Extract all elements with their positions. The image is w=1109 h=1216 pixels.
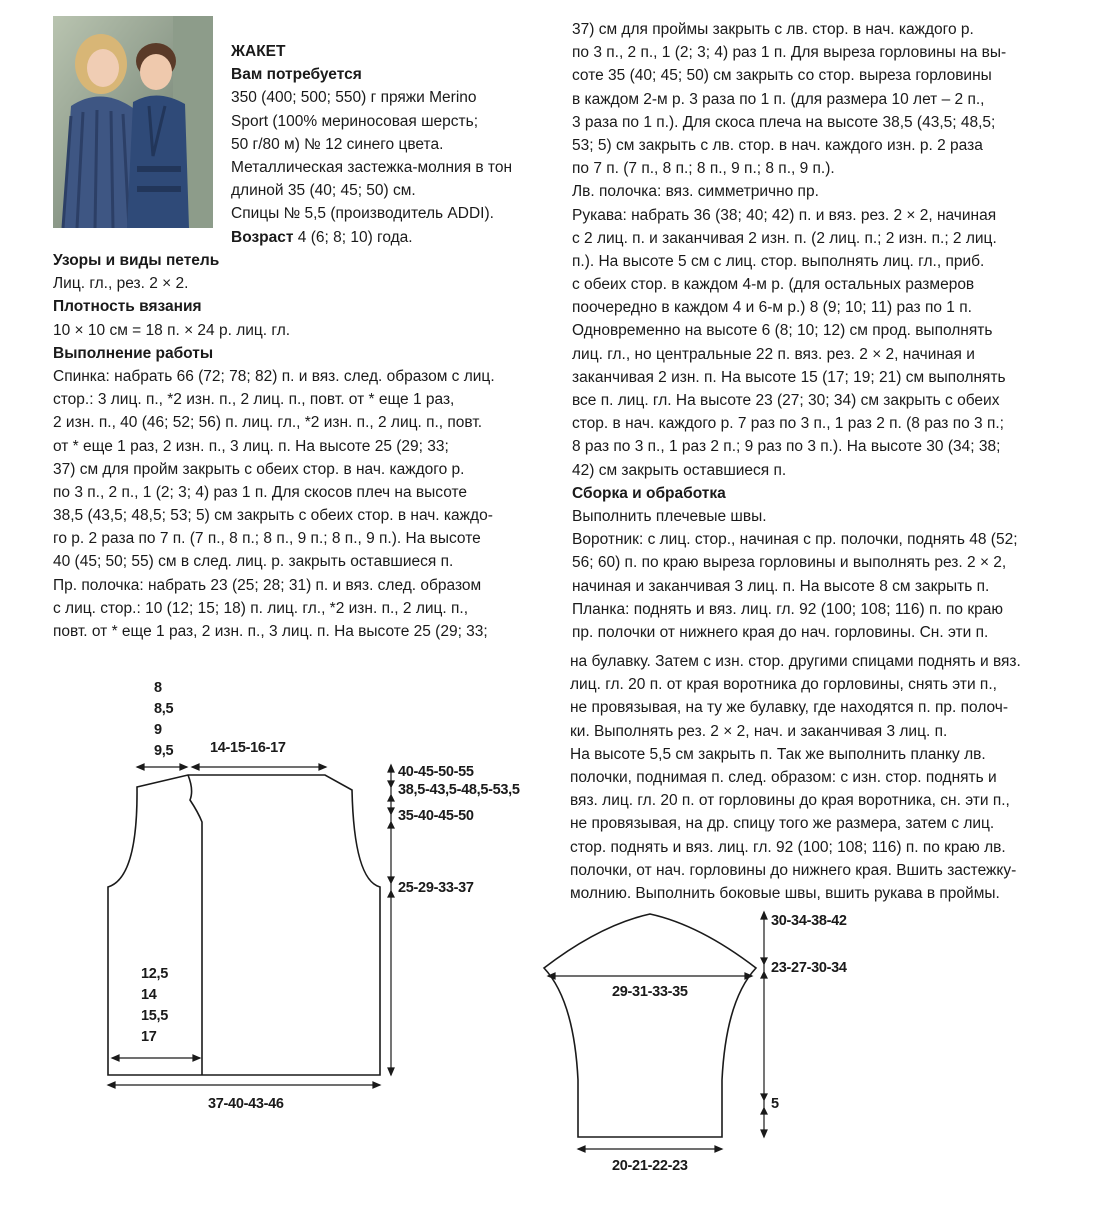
- sleeve-cuff-height-label: 5: [771, 1096, 779, 1112]
- materials-heading: Вам потребуется: [231, 66, 362, 84]
- right-line: 42) см закрыть оставшиеся п.: [572, 461, 787, 479]
- assembly-line: Планка: поднять и вяз. лиц. гл. 92 (100; 108; 116) п. по краю: [572, 600, 1003, 618]
- right-line: 8 раз по 3 п., 1 раз 2 п.; 9 раз по 3 п.). На высоте 30 (34; 38;: [572, 438, 1001, 456]
- neck-width-value: 9: [154, 722, 162, 738]
- right-line: Лв. полочка: вяз. симметрично пр.: [572, 183, 819, 201]
- continuation-line: на булавку. Затем с изн. стор. другими спицами поднять и вяз.: [570, 653, 1021, 670]
- armhole-height-label: 25-29-33-37: [398, 880, 474, 896]
- assembly-heading: Сборка и обработка: [572, 484, 726, 502]
- right-line: с обеих стор. в каждом 4-м р. (для остальных размеров: [572, 276, 975, 294]
- right-line: поочередно в каждом 4 и 6-м р.) 8 (9; 10; 11) раз по 1 п.: [572, 299, 972, 317]
- right-line: Рукава: набрать 36 (38; 40; 42) п. и вяз. рез. 2 × 2, начиная: [572, 206, 997, 224]
- gauge-text: 10 × 10 см = 18 п. × 24 р. лиц. гл.: [53, 321, 291, 339]
- age-label: Возраст: [231, 228, 294, 246]
- sleeve-bottom-width-label: 20-21-22-23: [612, 1158, 688, 1174]
- sleeve-total-height-label: 30-34-38-42: [771, 913, 847, 929]
- right-line: п.). На высоте 5 см с лиц. стор. выполнять лиц. гл., приб.: [572, 252, 985, 270]
- total-height-label: 40-45-50-55: [398, 764, 474, 780]
- continuation-line: полочки, от нач. горловины до нижнего края. Вшить застежку-: [570, 861, 1017, 879]
- page-title: ЖАКЕТ: [231, 43, 286, 60]
- continuation-line: лиц. гл. 20 п. от края воротника до горловины, снять эти п.,: [570, 676, 997, 694]
- sleeve-upper-width-label: 29-31-33-35: [612, 984, 688, 1000]
- work-line: стор.: 3 лиц. п., *2 изн. п., 2 лиц. п., повт. от * еще 1 раз,: [53, 391, 455, 409]
- work-line: повт. от * еще 1 раз, 2 изн. п., 3 лиц. п. На высоте 25 (29; 33;: [53, 623, 488, 640]
- right-line: по 3 п., 2 п., 1 (2; 3; 4) раз 1 п. Для выреза горловины на вы-: [572, 44, 1007, 62]
- materials-line: длиной 35 (40; 45; 50) см.: [231, 182, 416, 200]
- right-line: лиц. гл., но центральные 22 п. вяз. рез. 2 × 2, начиная и: [572, 345, 975, 363]
- work-line: 38,5 (43,5; 48,5; 53; 5) см закрыть с обеих стор. в нач. каждо-: [53, 507, 493, 525]
- right-line: стор. в нач. каждого р. 7 раз по 3 п., 1 раз 2 п. (8 раз по 3 п.;: [572, 415, 1004, 433]
- assembly-line: 56; 60) п. по краю выреза горловины и выполнять рез. 2 × 2,: [572, 554, 1007, 572]
- continuation-line: На высоте 5,5 см закрыть п. Так же выполнить планку лв.: [570, 745, 986, 763]
- materials-line: Спицы № 5,5 (производитель ADDI).: [231, 205, 494, 223]
- work-line: от * еще 1 раз, 2 изн. п., 3 лиц. п. На высоте 25 (29; 33;: [53, 437, 449, 455]
- materials-line: Sport (100% мериносовая шерсть;: [231, 112, 479, 130]
- right-line: все п. лиц. гл. На высоте 23 (27; 30; 34) см закрыть с обеих: [572, 392, 1000, 409]
- shoulder-height-label: 38,5-43,5-48,5-53,5: [398, 782, 520, 798]
- front-width-value: 17: [141, 1029, 157, 1045]
- continuation-line: полочки, поднимая п. след. образом: с изн. стор. поднять и: [570, 768, 997, 786]
- right-line: Одновременно на высоте 6 (8; 10; 12) см прод. выполнять: [572, 322, 993, 340]
- work-line: 40 (45; 50; 55) см в след. лиц. р. закрыть оставшиеся п.: [53, 553, 454, 571]
- front-width-value: 14: [141, 987, 157, 1003]
- right-line: в каждом 2-м р. 3 раза по 1 п. (для размера 10 лет – 2 п.,: [572, 90, 985, 108]
- continuation-line: не провязывая, на др. спицу того же размера, затем с лиц.: [570, 815, 995, 833]
- sleeve-cap-height-label: 23-27-30-34: [771, 960, 847, 976]
- assembly-line: Выполнить плечевые швы.: [572, 507, 767, 525]
- continuation-line: вяз. лиц. гл. 20 п. от горловины до края воротника, сн. эти п.,: [570, 792, 1010, 810]
- continuation-line: стор. поднять и вяз. лиц. гл. 92 (100; 108; 116) п. по краю лв.: [570, 838, 1006, 856]
- patterns-heading: Узоры и виды петель: [53, 252, 220, 269]
- right-line: 3 раза по 1 п.). Для скоса плеча на высоте 38,5 (43,5; 48,5;: [572, 113, 996, 131]
- neck-width-value: 8: [154, 680, 162, 696]
- continuation-line: молнию. Выполнить боковые швы, вшить рукава в проймы.: [570, 884, 1000, 902]
- assembly-line: начиная и заканчивая 3 лиц. п. На высоте 8 см закрыть п.: [572, 577, 990, 595]
- continuation-line: ки. Выполнять рез. 2 × 2, нач. и заканчивая 3 лиц. п.: [570, 722, 948, 740]
- right-line: с 2 лиц. п. и заканчивая 2 изн. п. (2 лиц. п.; 2 изн. п.; 2 лиц.: [572, 229, 997, 247]
- patterns-text: Лиц. гл., рез. 2 × 2.: [53, 275, 189, 293]
- bottom-width-label: 37-40-43-46: [208, 1096, 284, 1112]
- materials-line: Металлическая застежка-молния в тон: [231, 158, 513, 176]
- right-line: соте 35 (40; 45; 50) см закрыть со стор. выреза горловины: [572, 67, 992, 85]
- front-width-value: 15,5: [141, 1008, 169, 1024]
- work-line: Спинка: набрать 66 (72; 78; 82) п. и вяз. след. образом с лиц.: [53, 367, 495, 385]
- front-width-value: 12,5: [141, 966, 169, 982]
- work-line: 37) см для пройм закрыть с обеих стор. в нач. каждого р.: [53, 460, 465, 478]
- neck-height-label: 35-40-45-50: [398, 808, 474, 824]
- work-heading: Выполнение работы: [53, 344, 214, 362]
- work-line: с лиц. стор.: 10 (12; 15; 18) п. лиц. гл., *2 изн. п., 2 лиц. п.,: [53, 599, 469, 617]
- neck-width-value: 8,5: [154, 701, 174, 717]
- gauge-heading: Плотность вязания: [53, 298, 202, 316]
- work-line: го р. 2 раза по 7 п. (7 п., 8 п.; 8 п., 9 п.; 8 п., 9 п.). На высоте: [53, 530, 481, 548]
- shoulder-width-label: 14-15-16-17: [210, 740, 286, 756]
- continuation-line: не провязывая, на ту же булавку, где находятся п. пр. полоч-: [570, 699, 1009, 717]
- work-line: 2 изн. п., 40 (46; 52; 56) п. лиц. гл., *2 изн. п., 2 лиц. п., повт.: [53, 414, 483, 432]
- work-line: по 3 п., 2 п., 1 (2; 3; 4) раз 1 п. Для скосов плеч на высоте: [53, 483, 468, 501]
- materials-line: 350 (400; 500; 550) г пряжи Merino: [231, 89, 477, 107]
- neck-width-value: 9,5: [154, 743, 174, 759]
- assembly-line: Воротник: с лиц. стор., начиная с пр. полочки, поднять 48 (52;: [572, 531, 1018, 549]
- right-line: по 7 п. (7 п., 8 п.; 8 п., 9 п.; 8 п., 9 п.).: [572, 160, 835, 178]
- assembly-line: пр. полочки от нижнего края до нач. горловины. Сн. эти п.: [572, 623, 989, 641]
- right-line: 37) см для проймы закрыть с лв. стор. в нач. каждого р.: [572, 21, 974, 38]
- materials-line: 50 г/80 м) № 12 синего цвета.: [231, 135, 444, 153]
- work-line: Пр. полочка: набрать 23 (25; 28; 31) п. и вяз. след. образом: [53, 576, 482, 594]
- right-line: 53; 5) см закрыть с лв. стор. в нач. каждого изн. р. 2 раза: [572, 136, 983, 154]
- sleeve-outline: [544, 914, 756, 1137]
- right-line: заканчивая 2 изн. п. На высоте 15 (17; 19; 21) см выполнять: [572, 368, 1006, 386]
- age-value: 4 (6; 8; 10) года.: [293, 228, 413, 246]
